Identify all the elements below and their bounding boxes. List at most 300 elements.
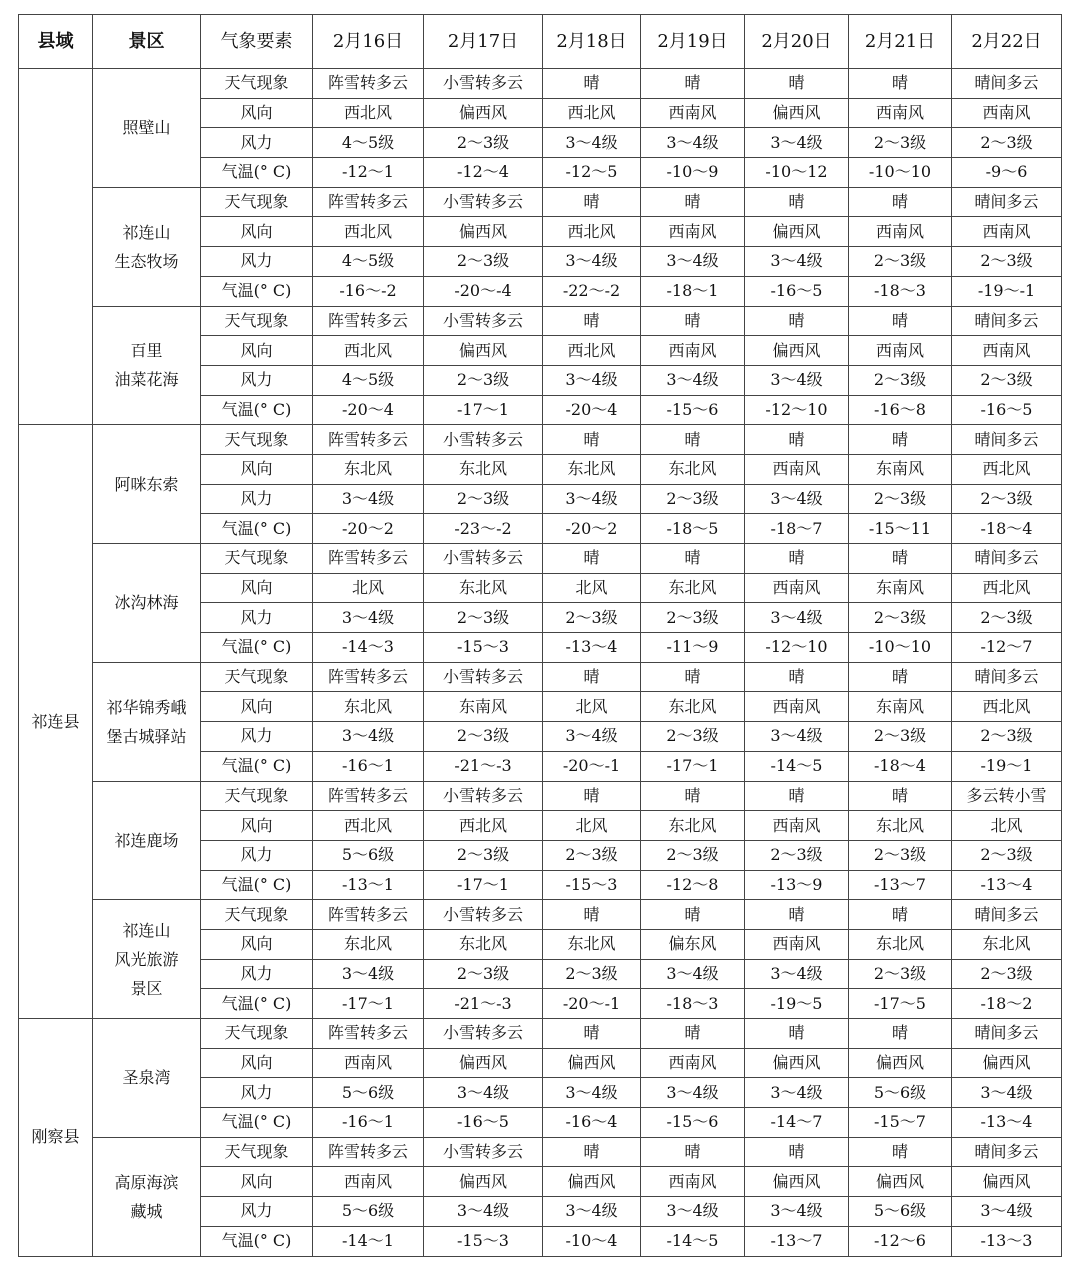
element-label-cell: 气温(° C) — [201, 870, 313, 900]
element-label-cell: 风力 — [201, 959, 313, 989]
weather-cell: 小雪转多云 — [424, 187, 543, 217]
element-label-cell: 风力 — [201, 484, 313, 514]
wind-force-cell: 3～4级 — [424, 1078, 543, 1108]
table-row — [19, 900, 1062, 930]
weather-cell: 晴间多云 — [952, 187, 1062, 217]
scenic-spot-name-line: 祁连山 — [122, 920, 171, 940]
temperature-cell: -10～12 — [745, 158, 849, 188]
weather-cell: 阵雪转多云 — [313, 1019, 424, 1049]
element-label-cell: 气温(° C) — [201, 276, 313, 306]
temperature-cell: -11～9 — [641, 633, 745, 663]
wind-force-cell: 3～4级 — [313, 484, 424, 514]
scenic-spot-cell — [93, 187, 201, 306]
element-label-cell: 风力 — [201, 603, 313, 633]
wind-direction-cell: 东北风 — [641, 454, 745, 484]
weather-cell: 晴间多云 — [952, 1019, 1062, 1049]
temperature-cell: -10～4 — [543, 1226, 641, 1256]
temperature-cell: -13～9 — [745, 870, 849, 900]
wind-force-cell: 2～3级 — [952, 959, 1062, 989]
temperature-cell: -18～4 — [849, 751, 952, 781]
weather-cell: 晴 — [641, 1137, 745, 1167]
wind-force-cell: 2～3级 — [424, 128, 543, 158]
wind-direction-cell: 西南风 — [849, 217, 952, 247]
weather-cell: 晴间多云 — [952, 900, 1062, 930]
weather-cell: 小雪转多云 — [424, 69, 543, 99]
county-cell — [19, 69, 93, 425]
header-spot: 景区 — [93, 15, 201, 69]
element-label-cell: 天气现象 — [201, 662, 313, 692]
temperature-cell: -21～-3 — [424, 989, 543, 1019]
temperature-cell: -15～6 — [641, 1108, 745, 1138]
scenic-spot-cell — [93, 544, 201, 663]
weather-cell: 晴 — [543, 1137, 641, 1167]
wind-direction-cell: 北风 — [543, 811, 641, 841]
weather-cell: 小雪转多云 — [424, 1019, 543, 1049]
wind-force-cell: 2～3级 — [849, 128, 952, 158]
temperature-cell: -10～10 — [849, 633, 952, 663]
wind-direction-cell: 东北风 — [952, 929, 1062, 959]
temperature-cell: -16～1 — [313, 1108, 424, 1138]
weather-cell: 晴间多云 — [952, 69, 1062, 99]
temperature-cell: -16～-2 — [313, 276, 424, 306]
element-label-cell: 天气现象 — [201, 425, 313, 455]
weather-cell: 晴 — [641, 662, 745, 692]
wind-direction-cell: 西北风 — [952, 454, 1062, 484]
scenic-spot-name-line: 高原海滨 — [114, 1172, 179, 1192]
wind-force-cell: 3～4级 — [641, 128, 745, 158]
wind-force-cell: 2～3级 — [424, 722, 543, 752]
weather-cell: 晴 — [641, 544, 745, 574]
scenic-spot-name-line: 堡古城驿站 — [106, 726, 187, 746]
temperature-cell: -20～-4 — [424, 276, 543, 306]
wind-force-cell: 2～3级 — [952, 484, 1062, 514]
wind-direction-cell: 西南风 — [952, 98, 1062, 128]
wind-direction-cell: 西北风 — [313, 217, 424, 247]
wind-force-cell: 5～6级 — [313, 840, 424, 870]
element-label-cell: 风力 — [201, 1078, 313, 1108]
element-label-cell: 气温(° C) — [201, 395, 313, 425]
header-row — [19, 15, 1062, 69]
scenic-spot-name-line: 百里 — [130, 341, 163, 361]
temperature-cell: -15～6 — [641, 395, 745, 425]
temperature-cell: -12～8 — [641, 870, 745, 900]
wind-force-cell: 3～4级 — [745, 484, 849, 514]
temperature-cell: -20～2 — [313, 514, 424, 544]
wind-direction-cell: 西北风 — [543, 336, 641, 366]
wind-direction-cell: 偏西风 — [424, 217, 543, 247]
wind-direction-cell: 偏西风 — [849, 1167, 952, 1197]
element-label-cell: 气温(° C) — [201, 514, 313, 544]
weather-cell: 晴 — [745, 544, 849, 574]
wind-direction-cell: 东北风 — [849, 929, 952, 959]
temperature-cell: -17～1 — [641, 751, 745, 781]
weather-cell: 晴 — [641, 425, 745, 455]
weather-cell: 晴 — [745, 1137, 849, 1167]
temperature-cell: -12～4 — [424, 158, 543, 188]
table-row — [19, 187, 1062, 217]
temperature-cell: -10～10 — [849, 158, 952, 188]
wind-direction-cell: 西南风 — [641, 1048, 745, 1078]
wind-force-cell: 2～3级 — [424, 840, 543, 870]
temperature-cell: -12～10 — [745, 633, 849, 663]
temperature-cell: -16～5 — [424, 1108, 543, 1138]
scenic-spot-cell — [93, 69, 201, 188]
weather-cell: 晴 — [745, 1019, 849, 1049]
wind-force-cell: 3～4级 — [745, 247, 849, 277]
scenic-spot-name-line: 照壁山 — [122, 118, 171, 138]
element-label-cell: 风力 — [201, 1197, 313, 1227]
wind-force-cell: 2～3级 — [543, 603, 641, 633]
weather-cell: 晴 — [745, 662, 849, 692]
element-label-cell: 气温(° C) — [201, 989, 313, 1019]
element-label-cell: 风力 — [201, 722, 313, 752]
weather-forecast-table — [18, 14, 1062, 1257]
wind-direction-cell: 偏西风 — [745, 1048, 849, 1078]
wind-direction-cell: 西南风 — [745, 811, 849, 841]
wind-force-cell: 2～3级 — [424, 247, 543, 277]
scenic-spot-name-line: 风光旅游 — [114, 949, 179, 969]
wind-force-cell: 4～5级 — [313, 365, 424, 395]
wind-direction-cell: 西北风 — [543, 98, 641, 128]
temperature-cell: -13～7 — [849, 870, 952, 900]
wind-force-cell: 2～3级 — [424, 484, 543, 514]
element-label-cell: 风向 — [201, 98, 313, 128]
wind-direction-cell: 东北风 — [313, 692, 424, 722]
weather-cell: 晴 — [543, 1019, 641, 1049]
scenic-spot-cell — [93, 1137, 201, 1256]
wind-force-cell: 4～5级 — [313, 247, 424, 277]
wind-direction-cell: 偏西风 — [849, 1048, 952, 1078]
wind-force-cell: 2～3级 — [952, 247, 1062, 277]
wind-direction-cell: 西北风 — [952, 573, 1062, 603]
wind-direction-cell: 东北风 — [313, 929, 424, 959]
temperature-cell: -16～1 — [313, 751, 424, 781]
temperature-cell: -12～10 — [745, 395, 849, 425]
weather-cell: 阵雪转多云 — [313, 69, 424, 99]
wind-force-cell: 3～4级 — [641, 1078, 745, 1108]
weather-cell: 阵雪转多云 — [313, 900, 424, 930]
temperature-cell: -15～3 — [424, 1226, 543, 1256]
scenic-spot-name-line: 藏城 — [130, 1201, 163, 1221]
wind-direction-cell: 东北风 — [641, 573, 745, 603]
temperature-cell: -15～3 — [543, 870, 641, 900]
scenic-spot-name-line: 圣泉湾 — [122, 1068, 171, 1088]
temperature-cell: -14～7 — [745, 1108, 849, 1138]
wind-force-cell: 2～3级 — [641, 722, 745, 752]
weather-cell: 小雪转多云 — [424, 781, 543, 811]
scenic-spot-name-line: 生态牧场 — [114, 251, 179, 271]
wind-force-cell: 5～6级 — [849, 1197, 952, 1227]
wind-direction-cell: 西南风 — [313, 1167, 424, 1197]
wind-direction-cell: 西南风 — [641, 217, 745, 247]
wind-force-cell: 2～3级 — [849, 247, 952, 277]
wind-force-cell: 2～3级 — [424, 959, 543, 989]
weather-cell: 晴 — [543, 187, 641, 217]
header-date: 2月17日 — [424, 15, 543, 69]
temperature-cell: -14～3 — [313, 633, 424, 663]
header-date: 2月21日 — [849, 15, 952, 69]
temperature-cell: -12～7 — [952, 633, 1062, 663]
element-label-cell: 气温(° C) — [201, 158, 313, 188]
element-label-cell: 气温(° C) — [201, 1226, 313, 1256]
element-label-cell: 天气现象 — [201, 1137, 313, 1167]
weather-cell: 晴 — [745, 781, 849, 811]
weather-cell: 晴 — [641, 306, 745, 336]
county-cell: 刚察县 — [19, 1019, 93, 1257]
wind-force-cell: 3～4级 — [641, 247, 745, 277]
wind-direction-cell: 东北风 — [641, 811, 745, 841]
wind-direction-cell: 西南风 — [641, 1167, 745, 1197]
wind-direction-cell: 西北风 — [313, 811, 424, 841]
wind-direction-cell: 东北风 — [313, 454, 424, 484]
wind-direction-cell: 西南风 — [849, 98, 952, 128]
wind-force-cell: 3～4级 — [952, 1197, 1062, 1227]
wind-direction-cell: 西北风 — [313, 336, 424, 366]
scenic-spot-name-line: 阿咪东索 — [114, 474, 179, 494]
weather-cell: 晴 — [849, 69, 952, 99]
scenic-spot-name-line: 冰沟林海 — [114, 593, 179, 613]
table-row — [19, 306, 1062, 336]
weather-cell: 小雪转多云 — [424, 425, 543, 455]
element-label-cell: 风向 — [201, 454, 313, 484]
wind-direction-cell: 东北风 — [543, 454, 641, 484]
temperature-cell: -20～-1 — [543, 751, 641, 781]
weather-cell: 晴间多云 — [952, 1137, 1062, 1167]
wind-direction-cell: 西南风 — [952, 336, 1062, 366]
wind-force-cell: 3～4级 — [313, 603, 424, 633]
table-row — [19, 781, 1062, 811]
temperature-cell: -16～5 — [952, 395, 1062, 425]
wind-force-cell: 3～4级 — [543, 1197, 641, 1227]
wind-direction-cell: 偏西风 — [745, 217, 849, 247]
temperature-cell: -10～9 — [641, 158, 745, 188]
wind-direction-cell: 偏西风 — [543, 1048, 641, 1078]
wind-direction-cell: 西北风 — [543, 217, 641, 247]
header-county: 县域 — [19, 15, 93, 69]
scenic-spot-name-line: 祁连山 — [122, 222, 171, 242]
element-label-cell: 风向 — [201, 336, 313, 366]
scenic-spot-name-line: 祁连鹿场 — [114, 830, 179, 850]
weather-cell: 小雪转多云 — [424, 544, 543, 574]
wind-force-cell: 3～4级 — [543, 128, 641, 158]
wind-force-cell: 4～5级 — [313, 128, 424, 158]
wind-direction-cell: 北风 — [952, 811, 1062, 841]
element-label-cell: 风力 — [201, 840, 313, 870]
weather-cell: 晴 — [849, 662, 952, 692]
weather-cell: 小雪转多云 — [424, 1137, 543, 1167]
wind-force-cell: 3～4级 — [543, 247, 641, 277]
wind-force-cell: 3～4级 — [745, 722, 849, 752]
wind-force-cell: 2～3级 — [849, 959, 952, 989]
wind-force-cell: 2～3级 — [849, 603, 952, 633]
element-label-cell: 风向 — [201, 217, 313, 247]
temperature-cell: -17～1 — [424, 395, 543, 425]
scenic-spot-cell — [93, 781, 201, 900]
wind-force-cell: 3～4级 — [641, 1197, 745, 1227]
temperature-cell: -19～5 — [745, 989, 849, 1019]
wind-force-cell: 2～3级 — [641, 840, 745, 870]
temperature-cell: -13～3 — [952, 1226, 1062, 1256]
temperature-cell: -18～4 — [952, 514, 1062, 544]
weather-cell: 晴 — [641, 781, 745, 811]
weather-cell: 晴 — [745, 306, 849, 336]
county-cell: 祁连县 — [19, 425, 93, 1019]
temperature-cell: -13～4 — [952, 1108, 1062, 1138]
wind-force-cell: 2～3级 — [952, 128, 1062, 158]
wind-direction-cell: 偏西风 — [952, 1048, 1062, 1078]
temperature-cell: -12～1 — [313, 158, 424, 188]
element-label-cell: 天气现象 — [201, 306, 313, 336]
temperature-cell: -18～5 — [641, 514, 745, 544]
weather-cell: 阵雪转多云 — [313, 662, 424, 692]
wind-direction-cell: 北风 — [313, 573, 424, 603]
wind-force-cell: 3～4级 — [543, 365, 641, 395]
header-element: 气象要素 — [201, 15, 313, 69]
wind-direction-cell: 东南风 — [424, 692, 543, 722]
weather-cell: 晴 — [849, 306, 952, 336]
wind-force-cell: 3～4级 — [424, 1197, 543, 1227]
wind-direction-cell: 东南风 — [849, 573, 952, 603]
weather-cell: 晴 — [849, 187, 952, 217]
temperature-cell: -15～11 — [849, 514, 952, 544]
temperature-cell: -14～5 — [641, 1226, 745, 1256]
header-date: 2月20日 — [745, 15, 849, 69]
element-label-cell: 天气现象 — [201, 1019, 313, 1049]
element-label-cell: 天气现象 — [201, 69, 313, 99]
wind-force-cell: 3～4级 — [745, 1078, 849, 1108]
temperature-cell: -13～1 — [313, 870, 424, 900]
header-date: 2月18日 — [543, 15, 641, 69]
wind-force-cell: 2～3级 — [952, 840, 1062, 870]
wind-force-cell: 3～4级 — [745, 1197, 849, 1227]
weather-cell: 晴 — [849, 544, 952, 574]
table-row — [19, 1137, 1062, 1167]
wind-direction-cell: 偏西风 — [424, 336, 543, 366]
element-label-cell: 天气现象 — [201, 544, 313, 574]
temperature-cell: -14～5 — [745, 751, 849, 781]
temperature-cell: -20～4 — [313, 395, 424, 425]
wind-force-cell: 2～3级 — [543, 840, 641, 870]
wind-direction-cell: 西南风 — [745, 573, 849, 603]
header-date: 2月22日 — [952, 15, 1062, 69]
temperature-cell: -17～1 — [313, 989, 424, 1019]
wind-force-cell: 2～3级 — [424, 365, 543, 395]
weather-cell: 阵雪转多云 — [313, 781, 424, 811]
scenic-spot-name-line: 祁华锦秀峨 — [106, 697, 187, 717]
wind-force-cell: 2～3级 — [543, 959, 641, 989]
table-body — [19, 69, 1062, 1257]
weather-cell: 阵雪转多云 — [313, 544, 424, 574]
scenic-spot-cell — [93, 900, 201, 1019]
element-label-cell: 气温(° C) — [201, 1108, 313, 1138]
weather-cell: 晴 — [543, 781, 641, 811]
wind-force-cell: 3～4级 — [745, 128, 849, 158]
element-label-cell: 天气现象 — [201, 900, 313, 930]
weather-cell: 晴 — [849, 781, 952, 811]
temperature-cell: -13～7 — [745, 1226, 849, 1256]
temperature-cell: -17～1 — [424, 870, 543, 900]
scenic-spot-name-line: 景区 — [130, 978, 163, 998]
element-label-cell: 风力 — [201, 365, 313, 395]
temperature-cell: -17～5 — [849, 989, 952, 1019]
wind-force-cell: 2～3级 — [745, 840, 849, 870]
scenic-spot-cell — [93, 1019, 201, 1138]
weather-cell: 晴 — [543, 900, 641, 930]
wind-force-cell: 2～3级 — [952, 603, 1062, 633]
weather-cell: 阵雪转多云 — [313, 1137, 424, 1167]
table-row — [19, 662, 1062, 692]
temperature-cell: -16～4 — [543, 1108, 641, 1138]
wind-force-cell: 5～6级 — [313, 1078, 424, 1108]
weather-cell: 晴 — [849, 1137, 952, 1167]
wind-force-cell: 2～3级 — [849, 840, 952, 870]
wind-direction-cell: 东南风 — [849, 692, 952, 722]
wind-direction-cell: 东北风 — [641, 692, 745, 722]
wind-direction-cell: 偏西风 — [952, 1167, 1062, 1197]
temperature-cell: -14～1 — [313, 1226, 424, 1256]
wind-direction-cell: 偏西风 — [745, 1167, 849, 1197]
temperature-cell: -12～5 — [543, 158, 641, 188]
weather-cell: 晴间多云 — [952, 662, 1062, 692]
wind-direction-cell: 偏西风 — [543, 1167, 641, 1197]
wind-force-cell: 3～4级 — [543, 722, 641, 752]
wind-force-cell: 2～3级 — [849, 365, 952, 395]
scenic-spot-cell — [93, 306, 201, 425]
table-row — [19, 544, 1062, 574]
wind-direction-cell: 偏东风 — [641, 929, 745, 959]
wind-direction-cell: 西南风 — [641, 336, 745, 366]
weather-cell: 晴 — [745, 187, 849, 217]
weather-cell: 晴间多云 — [952, 425, 1062, 455]
wind-direction-cell: 西南风 — [952, 217, 1062, 247]
weather-cell: 晴 — [849, 900, 952, 930]
table-row — [19, 1019, 1062, 1049]
wind-direction-cell: 西南风 — [849, 336, 952, 366]
wind-direction-cell: 北风 — [543, 692, 641, 722]
element-label-cell: 风向 — [201, 811, 313, 841]
wind-force-cell: 2～3级 — [849, 722, 952, 752]
element-label-cell: 天气现象 — [201, 781, 313, 811]
wind-force-cell: 3～4级 — [543, 1078, 641, 1108]
element-label-cell: 风向 — [201, 573, 313, 603]
wind-direction-cell: 东北风 — [424, 454, 543, 484]
wind-force-cell: 3～4级 — [745, 365, 849, 395]
weather-cell: 晴 — [745, 69, 849, 99]
table-row — [19, 69, 1062, 99]
weather-cell: 晴 — [543, 306, 641, 336]
wind-force-cell: 3～4级 — [313, 722, 424, 752]
wind-force-cell: 3～4级 — [745, 959, 849, 989]
wind-force-cell: 2～3级 — [641, 603, 745, 633]
header-date: 2月19日 — [641, 15, 745, 69]
wind-direction-cell: 西北风 — [313, 98, 424, 128]
temperature-cell: -23～-2 — [424, 514, 543, 544]
temperature-cell: -21～-3 — [424, 751, 543, 781]
wind-force-cell: 2～3级 — [849, 484, 952, 514]
temperature-cell: -16～5 — [745, 276, 849, 306]
wind-force-cell: 2～3级 — [952, 365, 1062, 395]
weather-cell: 晴 — [849, 1019, 952, 1049]
wind-force-cell: 2～3级 — [641, 484, 745, 514]
weather-cell: 小雪转多云 — [424, 306, 543, 336]
wind-direction-cell: 西北风 — [424, 811, 543, 841]
temperature-cell: -22～-2 — [543, 276, 641, 306]
wind-direction-cell: 北风 — [543, 573, 641, 603]
scenic-spot-name-line: 油菜花海 — [114, 370, 179, 390]
temperature-cell: -20～-1 — [543, 989, 641, 1019]
temperature-cell: -18～2 — [952, 989, 1062, 1019]
weather-cell: 阵雪转多云 — [313, 187, 424, 217]
